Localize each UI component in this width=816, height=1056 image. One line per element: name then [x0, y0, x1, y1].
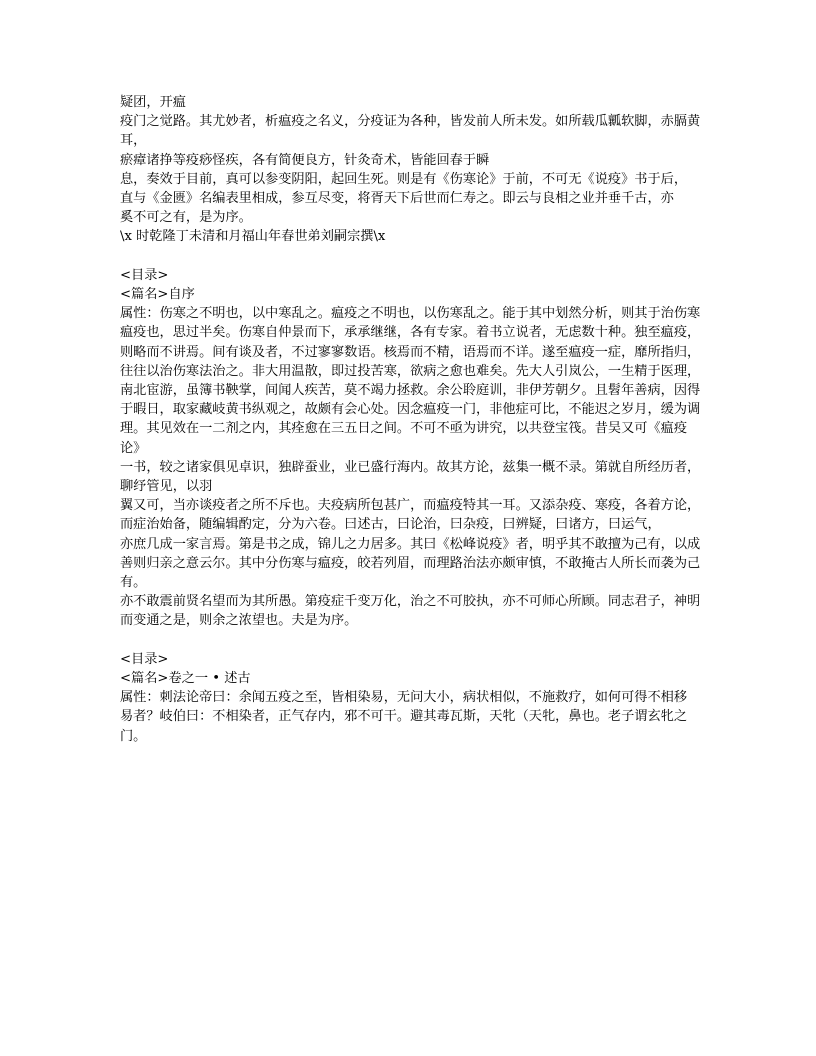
- text-line: 于暇日，取家藏岐黄书纵观之，故颇有会心处。因念瘟疫一门，非他症可比，不能迟之岁月，缓为调: [120, 402, 701, 418]
- section-title: <篇名>卷之一 • 述古: [120, 670, 251, 686]
- text-line: 而症治始备，随编辑酌定，分为六卷。曰述古，曰论治，曰杂疫，曰辨疑，曰诸方，曰运气，: [120, 517, 661, 533]
- text-line: 疫门之觉路。其尤妙者，析瘟疫之名义，分疫证为各种，皆发前人所未发。如所载瓜瓤软脚，赤膈黄耳，: [120, 114, 701, 149]
- text-line: 直与《金匮》名编表里相成，参互尽变，将胥天下后世而仁寿之。即云与良相之业并垂千古，亦: [120, 190, 674, 206]
- preface-signature: \x 时乾隆丁未清和月福山年春世弟刘嗣宗撰\x: [120, 229, 386, 245]
- document-page: [120, 93, 705, 746]
- text-line: 易者？岐伯曰：不相染者，正气存内，邪不可干。避其毒瓦斯，天牝（天牝，鼻也。老子谓玄牝之门。: [120, 709, 688, 744]
- preface-ending: [120, 93, 705, 247]
- section-title: <篇名>自序: [120, 286, 195, 302]
- blank-line: [120, 631, 705, 650]
- text-line: 往往以治伤寒法治之。非大用温散，即过投苦寒，欲病之愈也难矣。先大人引岚公，一生精于医理，: [120, 363, 701, 379]
- text-line: 而变通之是，则余之浓望也。夫是为序。: [120, 613, 358, 629]
- text-line: 属性：刺法论帝曰：余闻五疫之至，皆相染易，无问大小，病状相似，不施救疗，如何可得不相移: [120, 690, 688, 706]
- text-line: 聊纾管见，以羽: [120, 478, 213, 494]
- text-line: 翼又可，当亦谈疫者之所不斥也。夫疫病所包甚广，而瘟疫特其一耳。又添杂疫、寒疫，各着方论，: [120, 498, 701, 514]
- blank-line: [120, 247, 705, 266]
- toc-label: <目录>: [120, 651, 169, 667]
- text-line: 一书，较之诸家俱见卓识，独辟蚕业，业已盛行海内。故其方论，兹集一概不录。第就自所经历者，: [120, 459, 701, 475]
- text-line: 息，奏效于目前，真可以参变阴阳，起回生死。则是有《伤寒论》于前，不可无《说疫》书于后，: [120, 171, 688, 187]
- toc-label: <目录>: [120, 267, 169, 283]
- section-self-preface: [120, 266, 705, 631]
- text-line: 瘀瘴诸挣等疫痧怪疾，各有简便良方，针灸奇术，皆能回春于瞬: [120, 152, 490, 168]
- text-line: 瘟疫也，思过半矣。伤寒自仲景而下，承承继继，各有专家。着书立说者，无虑数十种。独至瘟疫，: [120, 325, 701, 341]
- text-line: 理。其见效在一二剂之内，其痊愈在三五日之间。不可不亟为讲究，以共登宝筏。昔吴又可《瘟疫论》: [120, 421, 688, 456]
- text-line: 属性：伤寒之不明也，以中寒乱之。瘟疫之不明也，以伤寒乱之。能于其中划然分析，则其于治伤寒: [120, 306, 701, 322]
- text-line: 则略而不讲焉。间有谈及者，不过寥寥数语。核焉而不精，语焉而不详。遂至瘟疫一症，靡所指归，: [120, 344, 701, 360]
- text-line: 亦不敢震前贤名望而为其所愚。第疫症千变万化，治之不可胶执，亦不可师心所顾。同志君子，神明: [120, 594, 701, 610]
- text-line: 南北宦游，虽簿书鞅掌，间闻人疾苦，莫不竭力拯救。余公聆庭训，非伊芳朝夕。且髫年善病，因得: [120, 382, 701, 398]
- text-line: 善则归亲之意云尔。其中分伤寒与瘟疫，皎若列眉，而理路治法亦颇审慎，不敢掩古人所长而袭为己有。: [120, 555, 701, 590]
- text-line: 奚不可之有，是为序。: [120, 210, 252, 226]
- text-line: 亦庶几成一家言焉。第是书之成，锦儿之力居多。其曰《松峰说疫》者，明乎其不敢擅为己有，以成: [120, 536, 701, 552]
- text-line: 疑团，开瘟: [120, 95, 186, 110]
- section-volume-one: [120, 650, 705, 746]
